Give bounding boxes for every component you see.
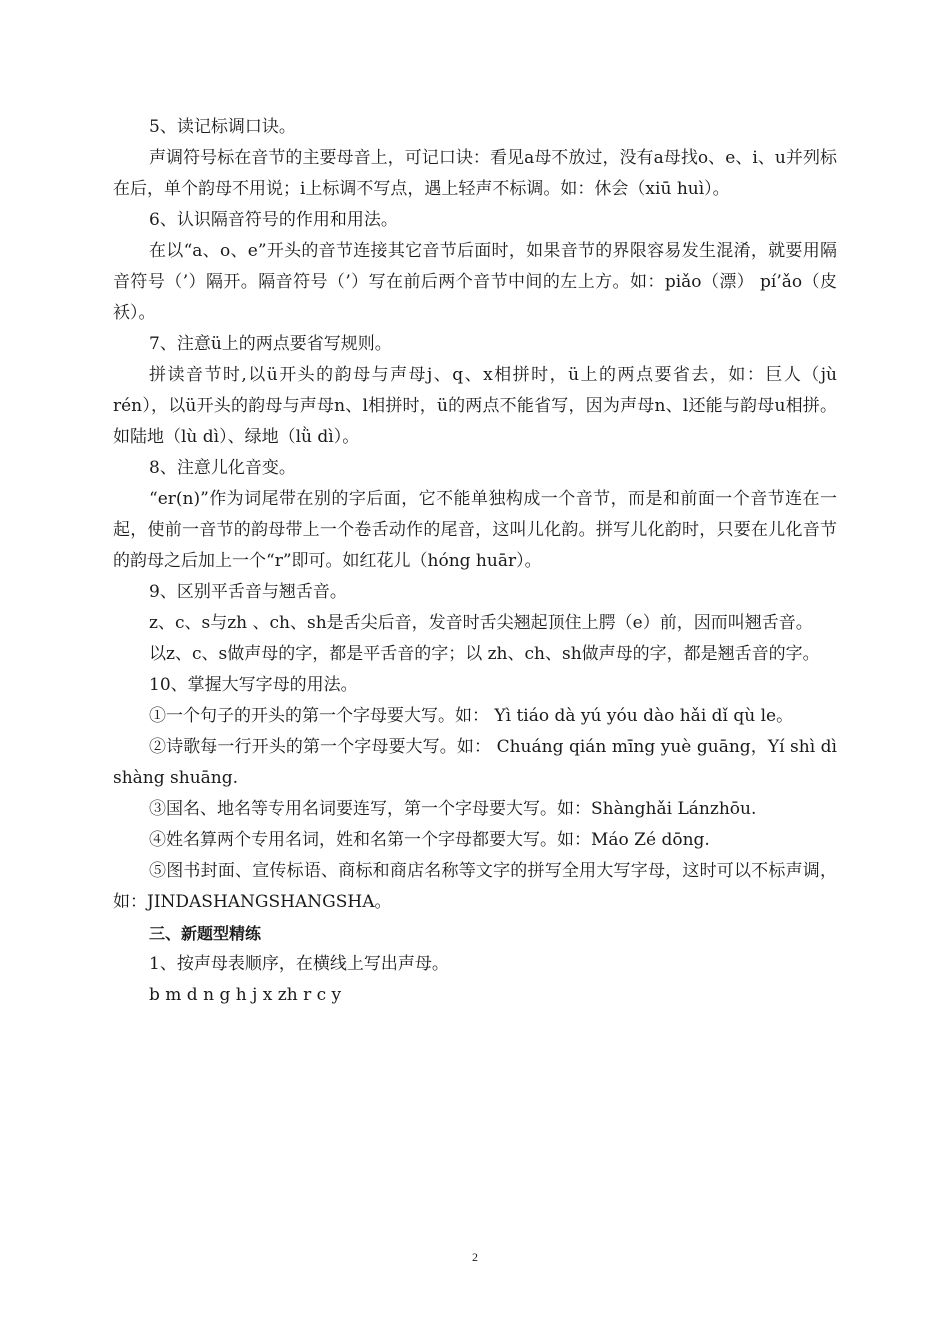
- paragraph: 声调符号标在音节的主要母音上，可记口诀：看见a母不放过，没有a母找o、e、i、u并列标在后，单个韵母不用说；i上标调不写点，遇上轻声不标调。如：休会（xiū huì）。: [113, 148, 837, 199]
- paragraph: “er(n)”作为词尾带在别的字后面，它不能单独构成一个音节，而是和前面一个音节连在一起，使前一音节的韵母带上一个卷舌动作的尾音，这叫儿化韵。拼写儿化韵时，只要在儿化音节的韵母之后加上一个“r”即可。如红花儿（hóng huār）。: [113, 489, 837, 571]
- paragraph: 以z、c、s做声母的字，都是平舌音的字；以 zh、ch、sh做声母的字，都是翘舌音的字。: [149, 644, 820, 664]
- section-heading: 8、注意儿化音变。: [149, 458, 296, 478]
- section-heading: 9、区别平舌音与翘舌音。: [149, 582, 347, 602]
- page-number: 2: [472, 1250, 478, 1264]
- paragraph: z、c、s与zh 、ch、sh是舌尖后音，发音时舌尖翘起顶住上腭（e）前，因而叫翘舌音。: [149, 613, 813, 633]
- paragraph: ①一个句子的开头的第一个字母要大写。如： Yì tiáo dà yú yóu dào hǎi dǐ qù le。: [149, 706, 794, 726]
- section-heading: 10、掌握大写字母的用法。: [149, 675, 358, 695]
- section-heading: 7、注意ü上的两点要省写规则。: [149, 334, 392, 354]
- part-title: 三、新题型精练: [149, 924, 262, 943]
- question: 1、按声母表顺序，在横线上写出声母。: [149, 954, 449, 974]
- paragraph: ④姓名算两个专用名词，姓和名第一个字母都要大写。如：Máo Zé dōng.: [149, 830, 710, 850]
- paragraph: ③国名、地名等专用名词要连写，第一个字母要大写。如：Shànghǎi Lánzhōu.: [149, 799, 757, 819]
- paragraph: 在以“a、o、e”开头的音节连接其它音节后面时，如果音节的界限容易发生混淆，就要用隔音符号（’）隔开。隔音符号（’）写在前后两个音节中间的左上方。如：piǎo（漂） pí’ǎo（皮袄）。: [113, 241, 837, 323]
- page-content: [113, 112, 837, 1011]
- paragraph: ②诗歌每一行开头的第一个字母要大写。如： Chuáng qián mīng yuè guāng，Yí shì dì shàng shuāng.: [113, 737, 837, 788]
- section-heading: 6、认识隔音符号的作用和用法。: [149, 210, 398, 230]
- paragraph: ⑤图书封面、宣传标语、商标和商店名称等文字的拼写全用大写字母，这时可以不标声调，如：JINDASHANGSHANGSHA。: [113, 861, 837, 912]
- paragraph: 拼读音节时,以ü开头的韵母与声母j、q、x相拼时，ü上的两点要省去，如：巨人（jù rén），以ü开头的韵母与声母n、l相拼时，ü的两点不能省写，因为声母n、l还能与韵母u相拼。如陆地（lù dì）、绿地（lǜ dì）。: [113, 365, 837, 447]
- section-heading: 5、读记标调口诀。: [149, 117, 296, 137]
- question-letters: b m d n g h j x zh r c y: [149, 985, 342, 1005]
